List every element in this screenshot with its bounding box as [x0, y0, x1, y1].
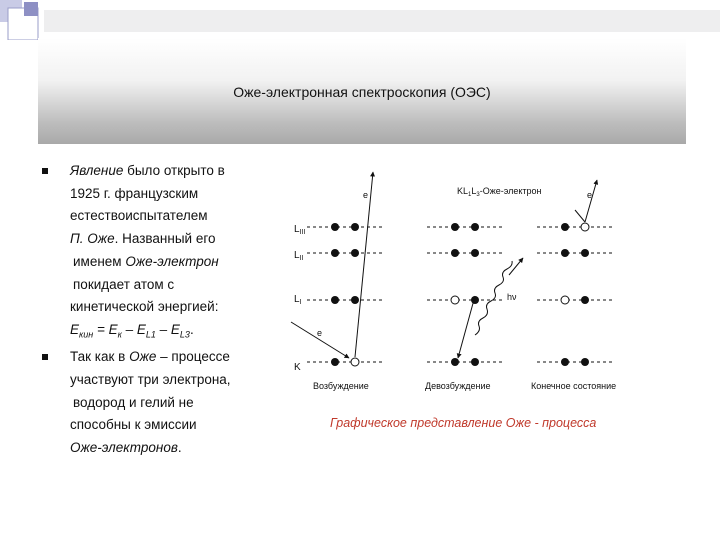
- electrons-final-state: [561, 223, 589, 366]
- auger-e-label: e: [587, 190, 593, 200]
- bullet-line: Явление было открыто в: [70, 163, 225, 178]
- diagram-caption: Графическое представление Оже - процесса: [330, 416, 597, 430]
- bullet-item: [40, 346, 302, 460]
- stage-label-excitation: Возбуждение: [313, 381, 369, 391]
- bullet-square-icon: [42, 354, 48, 360]
- bullet-list: [40, 160, 302, 460]
- level-label-K: K: [294, 362, 301, 373]
- electrons-excitation: [331, 223, 359, 366]
- excitation-arrows: [291, 172, 373, 358]
- bullet-line: участвуют три электрона,: [70, 372, 231, 388]
- bullet-line: именем Оже-электрон: [73, 253, 219, 269]
- ejected-electron-label: e: [363, 190, 369, 200]
- title-band: [38, 38, 686, 144]
- bullet-line: кинетической энергией:: [70, 299, 219, 315]
- deexcitation-arrows: [458, 258, 523, 358]
- bullet-line: естествоиспытателем: [70, 208, 208, 224]
- bullet-line: Так как в Оже – процессе: [70, 349, 230, 365]
- photon-label: hν: [507, 292, 517, 302]
- stage-label-final: Конечное состояние: [531, 381, 617, 391]
- level-label-L1: $L_I$: [294, 294, 302, 306]
- bullet-line: Оже-электронов.: [70, 440, 182, 456]
- bullet-line: водород и гелий не: [73, 394, 194, 410]
- level-labels: [294, 224, 305, 373]
- level-label-L2: $L_{II}$: [294, 250, 304, 262]
- energy-levels: [307, 227, 613, 362]
- auger-electron-label: $KL_1L_3-Оже$-электрон: [457, 186, 542, 198]
- electrons-deexcitation: [451, 223, 479, 366]
- bullet-square-icon: [42, 168, 48, 174]
- level-label-L3: $L_{III}$: [294, 224, 306, 236]
- bullet-line: покидает атом с: [73, 276, 175, 292]
- bullet-item: [40, 160, 302, 346]
- incident-electron-label: e: [317, 328, 323, 338]
- bullet-line: способны к эмиссии: [70, 417, 197, 433]
- auger-process-diagram: [285, 160, 645, 400]
- stage-label-deexcitation: Девозбуждение: [425, 381, 491, 391]
- bullet-line: 1925 г. французским: [70, 185, 199, 201]
- bullet-line: $E_{кин} = E_к - E_{L1} - E_{L3}$.: [70, 321, 194, 340]
- bullet-line: П. Оже. Названный его: [70, 231, 216, 247]
- corner-decoration: [0, 0, 720, 40]
- auger-electron-arrow: [575, 180, 597, 222]
- slide-title: Оже-электронная спектроскопия (ОЭС): [233, 84, 491, 100]
